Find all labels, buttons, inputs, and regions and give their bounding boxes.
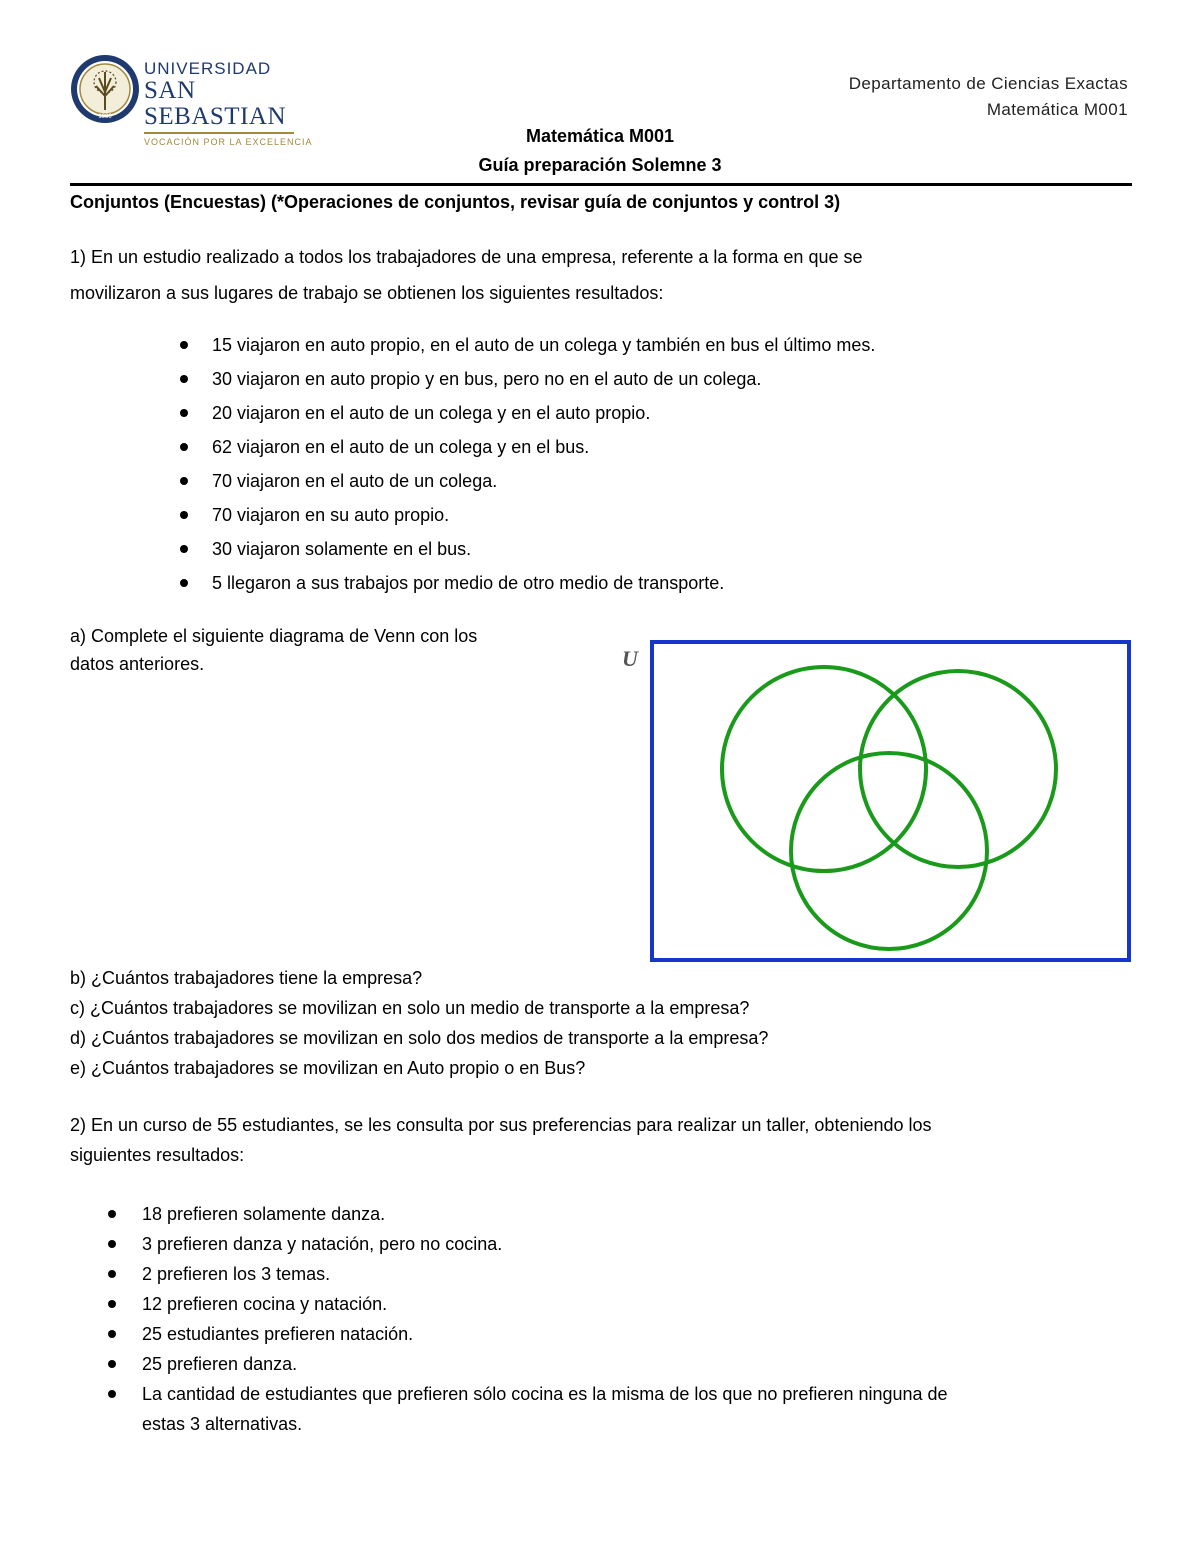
list-item: 30 viajaron en auto propio y en bus, pero no en el auto de un colega. [212,368,875,402]
university-logo [70,52,313,147]
bullet-icon [180,409,188,417]
list-item: 2 prefieren los 3 temas. [142,1263,948,1293]
list-item: 5 llegaron a sus trabajos por medio de otro medio de transporte. [212,572,875,606]
list-item: 70 viajaron en el auto de un colega. [212,470,875,504]
university-seal-icon [70,52,140,126]
problem2-list [142,1203,948,1443]
part-b: b) ¿Cuántos trabajadores tiene la empresa? [70,968,423,988]
problem1-list [212,334,875,606]
bullet-icon [108,1210,116,1218]
problem1-intro-line2: movilizaron a sus lugares de trabajo se obtienen los siguientes resultados: [70,283,664,303]
venn-diagram [610,632,1140,968]
part-a-line1: a) Complete el siguiente diagrama de Venn con los [70,626,478,646]
bullet-icon [180,545,188,553]
problem1-intro-line1: 1) En un estudio realizado a todos los trabajadores de una empresa, referente a la forma en que se [70,247,863,267]
list-item: 25 prefieren danza. [142,1353,948,1383]
venn-circle-bottom [791,753,987,949]
bullet-icon [108,1240,116,1248]
venn-circle-right [860,671,1056,867]
list-item: 3 prefieren danza y natación, pero no cocina. [142,1233,948,1263]
bullet-icon [180,375,188,383]
list-item: 70 viajaron en su auto propio. [212,504,875,538]
list-item: 15 viajaron en auto propio, en el auto de un colega y también en bus el último mes. [212,334,875,368]
bullet-icon [108,1270,116,1278]
logo-line-2: SAN SEBASTIAN [144,77,287,130]
bullet-icon [180,579,188,587]
last-item-line2: estas 3 alternativas. [142,1414,303,1434]
part-d: d) ¿Cuántos trabajadores se movilizan en solo dos medios de transporte a la empresa? [70,1028,769,1048]
part-a-line2: datos anteriores. [70,654,205,674]
bullet-icon [108,1300,116,1308]
bullet-icon [108,1390,116,1398]
list-item: 25 estudiantes prefieren natación. [142,1323,948,1353]
problem2-intro-line1: 2) En un curso de 55 estudiantes, se les consulta por sus preferencias para realizar un taller, obteniendo los [70,1115,932,1135]
list-item: 18 prefieren solamente danza. [142,1203,948,1233]
logo-line-3: VOCACIÓN POR LA EXCELENCIA [144,137,313,147]
part-c: c) ¿Cuántos trabajadores se movilizan en solo un medio de transporte a la empresa? [70,998,750,1018]
bullet-icon [180,443,188,451]
logo-line-1: UNIVERSIDAD [144,59,272,78]
section-heading: Conjuntos (Encuestas) (*Operaciones de conjuntos, revisar guía de conjuntos y control 3) [70,192,841,212]
bullet-icon [180,477,188,485]
bullet-icon [108,1360,116,1368]
bullet-icon [108,1330,116,1338]
venn-universe-label: U [622,646,638,671]
problem2-intro-line2: siguientes resultados: [70,1145,245,1165]
last-item-line1: La cantidad de estudiantes que prefieren sólo cocina es la misma de los que no prefieren ninguna de [142,1384,948,1404]
bullet-icon [180,511,188,519]
page-title: Matemática M001 [525,126,675,146]
list-item: 20 viajaron en el auto de un colega y en el auto propio. [212,402,875,436]
list-item: 62 viajaron en el auto de un colega y en el bus. [212,436,875,470]
venn-circle-left [722,667,926,871]
page-subtitle: Guía preparación Solemne 3 [478,155,722,175]
department-label: Departamento de Ciencias Exactas [848,74,1128,93]
seal-year: 1989 [98,114,112,120]
list-item [142,1383,948,1443]
part-e: e) ¿Cuántos trabajadores se movilizan en Auto propio o en Bus? [70,1058,586,1078]
bullet-icon [180,341,188,349]
course-label: Matemática M001 [986,100,1128,119]
list-item: 30 viajaron solamente en el bus. [212,538,875,572]
list-item: 12 prefieren cocina y natación. [142,1293,948,1323]
header-rule [70,183,1132,186]
